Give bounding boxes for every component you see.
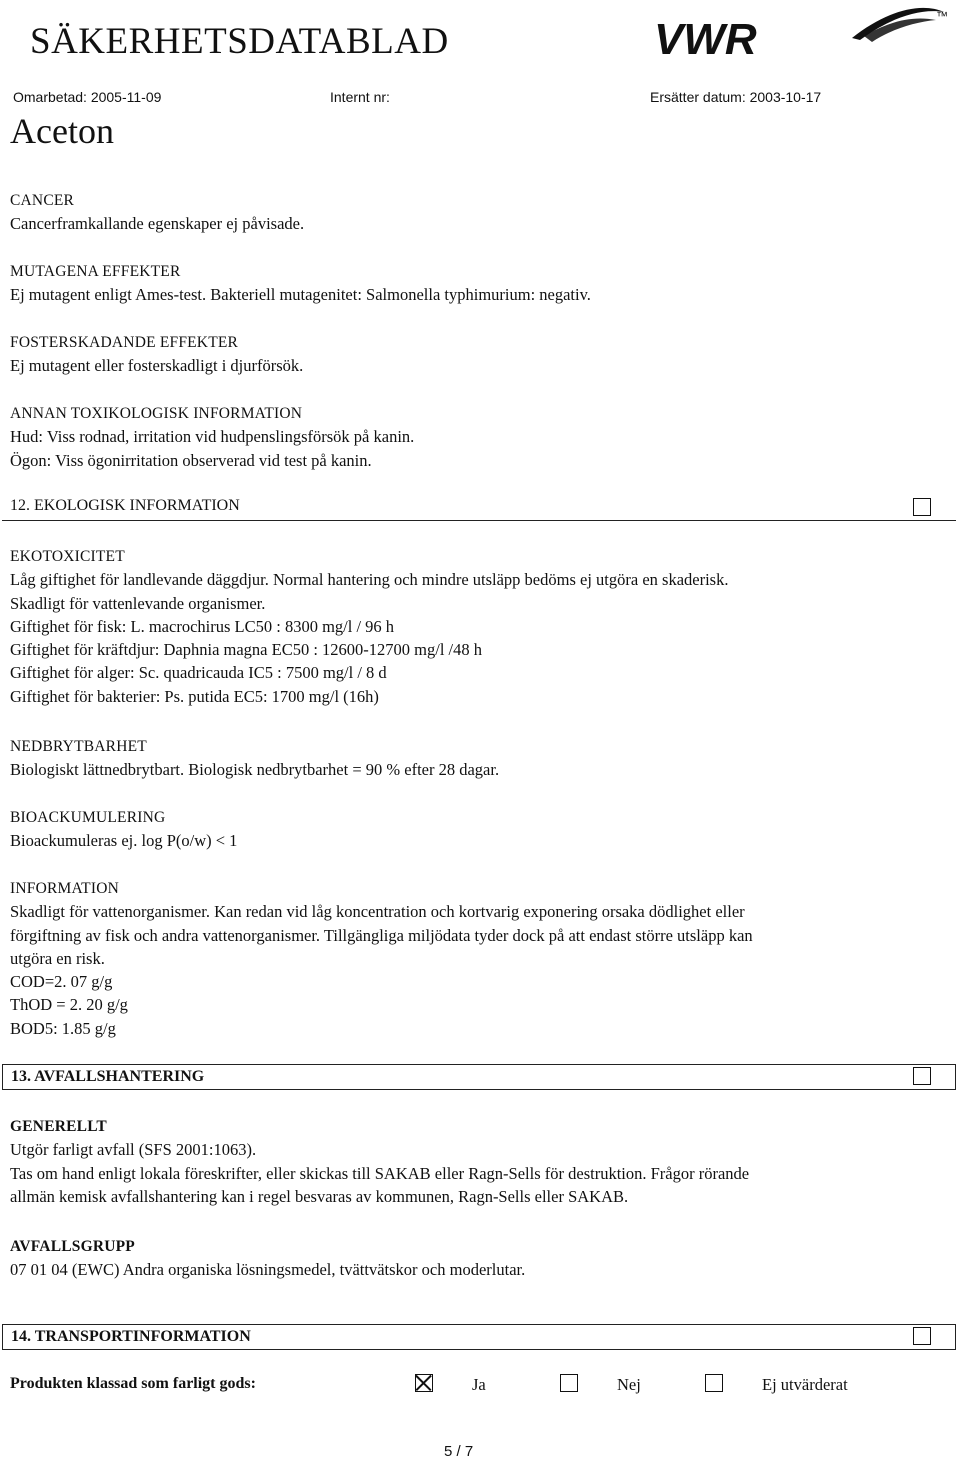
heading-ecotoxicity: EKOTOXICITET — [10, 548, 125, 565]
text-line: ThOD = 2. 20 g/g — [10, 995, 128, 1015]
section-12-title: 12. EKOLOGISK INFORMATION — [10, 497, 240, 514]
section-fetal — [10, 331, 940, 378]
option-not-evaluated-label: Ej utvärderat — [762, 1375, 848, 1394]
section-12-checkbox[interactable] — [913, 498, 931, 516]
section-other-toxicology — [10, 402, 940, 472]
section-14-checkbox[interactable] — [913, 1327, 931, 1345]
text-line: Giftighet för kräftdjur: Daphnia magna EC50 : 12600-12700 mg/l /48 h — [10, 640, 482, 660]
document-title: SÄKERHETSDATABLAD — [30, 21, 449, 62]
text-line: COD=2. 07 g/g — [10, 972, 113, 992]
text-line: 07 01 04 (EWC) Andra organiska lösningsmedel, tvättvätskor och moderlutar. — [10, 1260, 526, 1280]
section-13-title: 13. AVFALLSHANTERING — [11, 1068, 205, 1085]
heading-cancer: CANCER — [10, 192, 75, 209]
heading-general: GENERELLT — [10, 1118, 107, 1135]
option-yes-label: Ja — [472, 1375, 486, 1394]
vwr-logo — [652, 2, 952, 64]
text-line: utgöra en risk. — [10, 948, 105, 968]
text-line: Biologiskt lättnedbrytbart. Biologisk nedbrytbarhet = 90 % efter 28 dagar. — [10, 760, 500, 780]
block-general — [10, 1115, 940, 1208]
internal-number: Internt nr: — [330, 89, 390, 105]
text-line: Ögon: Viss ögonirritation observerad vid test på kanin. — [10, 450, 372, 470]
block-degradability — [10, 735, 940, 782]
block-information — [10, 877, 940, 1040]
text-line: Ej mutagent eller fosterskadligt i djurförsök. — [10, 356, 304, 376]
text-line: Cancerframkallande egenskaper ej påvisade. — [10, 214, 305, 234]
checkbox-no[interactable] — [560, 1374, 578, 1392]
section-13-header — [2, 1064, 956, 1090]
option-no-label: Nej — [617, 1375, 641, 1394]
text-line: Tas om hand enligt lokala föreskrifter, eller skickas till SAKAB eller Ragn-Sells för destruktion. Frågor rörande — [10, 1163, 750, 1183]
section-mutagenic — [10, 260, 940, 307]
heading-fetal: FOSTERSKADANDE EFFEKTER — [10, 334, 239, 351]
text-line: Låg giftighet för landlevande däggdjur. Normal hantering och mindre utsläpp bedöms ej utgöra en skaderisk. — [10, 570, 729, 590]
checkbox-yes[interactable] — [415, 1374, 433, 1392]
heading-waste-group: AVFALLSGRUPP — [10, 1238, 135, 1255]
text-line: Hud: Viss rodnad, irritation vid hudpenslingsförsök på kanin. — [10, 427, 415, 447]
replaces-date: Ersätter datum: 2003-10-17 — [650, 89, 822, 105]
text-line: allmän kemisk avfallshantering kan i regel besvaras av kommunen, Ragn-Sells eller SAKAB. — [10, 1186, 629, 1206]
svg-text:VWR: VWR — [654, 15, 757, 64]
section-14-title: 14. TRANSPORTINFORMATION — [11, 1328, 251, 1345]
heading-other-toxicology: ANNAN TOXIKOLOGISK INFORMATION — [10, 405, 303, 422]
product-name: Aceton — [10, 111, 114, 151]
text-line: Bioackumuleras ej. log P(o/w) < 1 — [10, 831, 238, 851]
section-14-header — [2, 1324, 956, 1350]
section-cancer — [10, 189, 940, 236]
block-bioaccumulation — [10, 806, 940, 853]
text-line: Giftighet för fisk: L. macrochirus LC50 : 8300 mg/l / 96 h — [10, 616, 395, 636]
block-waste-group — [10, 1235, 940, 1282]
text-line: Giftighet för bakterier: Ps. putida EC5: 1700 mg/l (16h) — [10, 686, 379, 706]
text-line: Ej mutagent enligt Ames-test. Bakteriell mutagenitet: Salmonella typhimurium: negativ. — [10, 285, 591, 305]
heading-information: INFORMATION — [10, 880, 119, 897]
revised-date: Omarbetad: 2005-11-09 — [13, 89, 162, 105]
checkbox-not-evaluated[interactable] — [705, 1374, 723, 1392]
section-13-checkbox[interactable] — [913, 1067, 931, 1085]
section-12-header — [2, 495, 956, 521]
text-line: förgiftning av fisk och andra vattenorganismer. Tillgängliga miljödata tyder dock på att endast större utsläpp kan — [10, 925, 753, 945]
heading-degradability: NEDBRYTBARHET — [10, 738, 147, 755]
page-number: 5 / 7 — [444, 1443, 474, 1460]
text-line: Utgör farligt avfall (SFS 2001:1063). — [10, 1140, 257, 1160]
dangerous-goods-question: Produkten klassad som farligt gods: — [10, 1375, 256, 1392]
svg-text:™: ™ — [936, 9, 948, 23]
text-line: Skadligt för vattenorganismer. Kan redan vid låg koncentration och kortvarig exponering orsaka dödlighet eller — [10, 902, 745, 922]
text-line: Skadligt för vattenlevande organismer. — [10, 593, 266, 613]
block-ecotoxicity — [10, 545, 940, 708]
text-line: BOD5: 1.85 g/g — [10, 1018, 116, 1038]
heading-bioaccumulation: BIOACKUMULERING — [10, 809, 166, 826]
text-line: Giftighet för alger: Sc. quadricauda IC5 : 7500 mg/l / 8 d — [10, 663, 387, 683]
heading-mutagenic: MUTAGENA EFFEKTER — [10, 263, 181, 280]
